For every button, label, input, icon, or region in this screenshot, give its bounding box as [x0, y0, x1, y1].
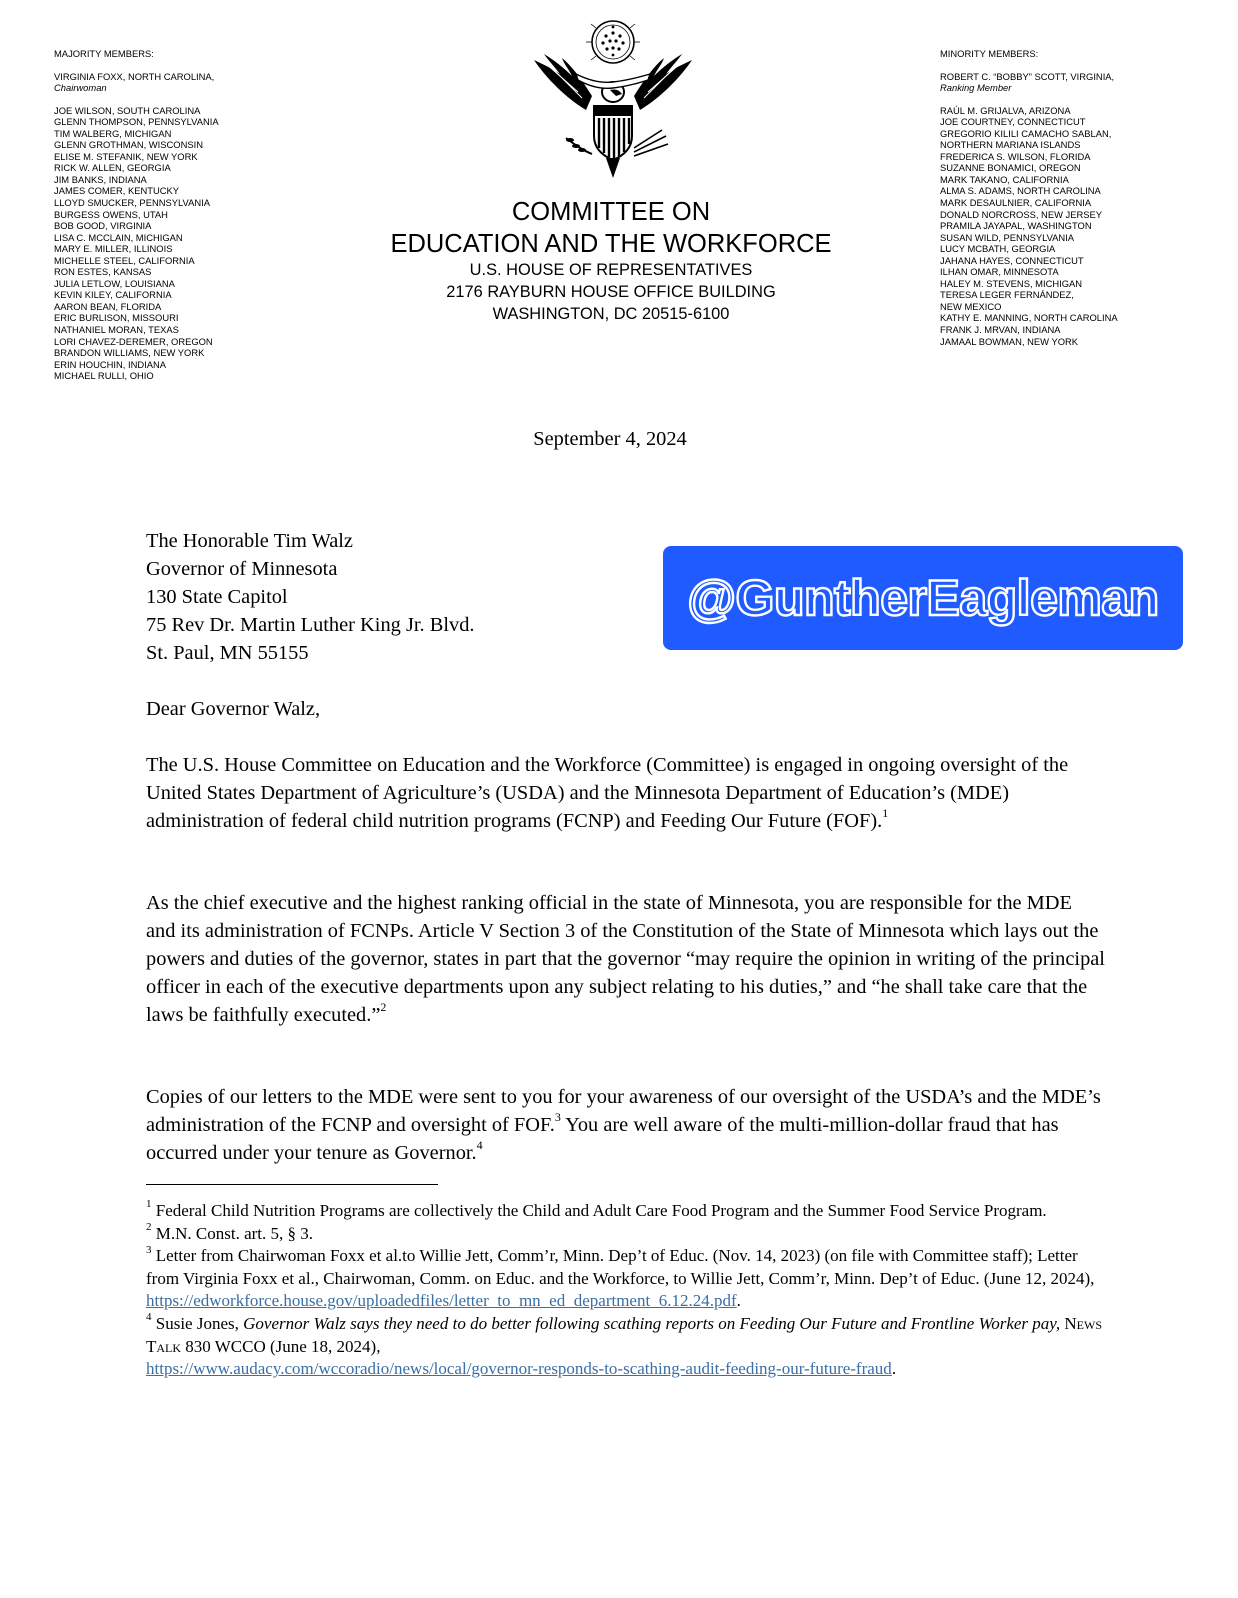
- footnote-text: Letter from Chairwoman Foxx et al.to Willie Jett, Comm’r, Minn. Dep’t of Educ. (Nov. 14, 2023) (on file with Committee staff); Letter from Virginia Foxx et al., Chairwoman, Comm. on Educ. and the Workforce, to Willie Jett, Comm’r, Minn. Dep’t of Educ. (June 12, 2024),: [146, 1246, 1095, 1288]
- member-name: PRAMILA JAYAPAL, WASHINGTON: [940, 220, 1092, 232]
- member-name: FRANK J. MRVAN, INDIANA: [940, 324, 1061, 336]
- footnote-text: Susie Jones,: [151, 1313, 244, 1333]
- paragraph-text: The U.S. House Committee on Education and the Workforce (Committee) is engaged in ongoing oversight of the United States Department of Agriculture’s (USDA) and the Minnesota Department of Education’s (MDE) administration of federal child nutrition programs (FCNP) and Feeding Our Future (FOF).: [146, 754, 1069, 832]
- member-name: ERIC BURLISON, MISSOURI: [54, 312, 179, 324]
- footnote-4: [146, 1313, 1106, 1381]
- member-name: JAHANA HAYES, CONNECTICUT: [940, 254, 1084, 266]
- address-line: Governor of Minnesota: [146, 557, 338, 580]
- footnote-link[interactable]: https://edworkforce.house.gov/uploadedfiles/letter_to_mn_ed_department_6.12.24.pdf: [146, 1291, 737, 1311]
- member-name: BURGESS OWENS, UTAH: [54, 208, 168, 220]
- paragraph-text: As the chief executive and the highest ranking official in the state of Minnesota, you are responsible for the MDE and its administration of FCNPs. Article V Section 3 of the Constitution of the State of Minnesota which lays out the powers and duties of the governor, states in part that the governor “may require the opinion in writing of the principal officer in each of the executive departments upon any subject relating to his duties,” and “he shall take care that the laws be faithfully executed.”: [146, 892, 1105, 1026]
- footnote-3: [146, 1245, 1106, 1313]
- member-name: KEVIN KILEY, CALIFORNIA: [54, 289, 172, 301]
- member-name: JAMAAL BOWMAN, NEW YORK: [940, 335, 1079, 347]
- footnote-text: M.N. Const. art. 5, § 3.: [151, 1223, 313, 1243]
- committee-title-line2: EDUCATION AND THE WORKFORCE: [390, 230, 832, 258]
- salutation: Dear Governor Walz,: [146, 698, 321, 720]
- address-line: The Honorable Tim Walz: [146, 530, 353, 552]
- office-building: 2176 RAYBURN HOUSE OFFICE BUILDING: [446, 282, 776, 301]
- member-name: JOE COURTNEY, CONNECTICUT: [940, 116, 1086, 128]
- member-name: LISA C. MCCLAIN, MICHIGAN: [54, 231, 183, 243]
- member-name: GREGORIO KILILI CAMACHO SABLAN,: [940, 127, 1112, 139]
- member-name: DONALD NORCROSS, NEW JERSEY: [940, 208, 1103, 220]
- footnote-number: 4: [146, 1311, 152, 1324]
- social-handle-watermark: [663, 546, 1183, 650]
- great-seal-eagle-icon: [526, 18, 700, 180]
- address-line: St. Paul, MN 55155: [146, 641, 309, 664]
- member-name: ERIN HOUCHIN, INDIANA: [54, 358, 166, 370]
- letter-date: September 4, 2024: [533, 428, 687, 450]
- member-name: JIM BANKS, INDIANA: [54, 173, 147, 185]
- member-name: MARK TAKANO, CALIFORNIA: [940, 173, 1069, 185]
- member-name: ILHAN OMAR, MINNESOTA: [940, 266, 1059, 278]
- member-name: GLENN GROTHMAN, WISCONSIN: [54, 139, 203, 151]
- minority-heading: MINORITY MEMBERS:: [940, 48, 1039, 59]
- article-title: Governor Walz says they need to do better following scathing reports on Feeding Our Future and Frontline Worker pay,: [243, 1313, 1061, 1333]
- member-name: JULIA LETLOW, LOUISIANA: [54, 277, 175, 289]
- member-name: RAÚL M. GRIJALVA, ARIZONA: [940, 104, 1071, 116]
- member-name: ELISE M. STEFANIK, NEW YORK: [54, 150, 198, 162]
- footnote-number: 1: [146, 1198, 152, 1211]
- chair-role: Chairwoman: [54, 82, 107, 94]
- member-name: GLENN THOMPSON, PENNSYLVANIA: [54, 116, 219, 128]
- member-name: HALEY M. STEVENS, MICHIGAN: [940, 277, 1083, 289]
- member-name: NEW MEXICO: [940, 300, 1002, 312]
- member-name: TERESA LEGER FERNÁNDEZ,: [940, 289, 1074, 301]
- footnote-ref: 1: [882, 806, 889, 821]
- member-name: BOB GOOD, VIRGINIA: [54, 220, 152, 232]
- footnote-divider: [146, 1184, 438, 1185]
- paragraph-1: [146, 752, 1106, 836]
- house-name: U.S. HOUSE OF REPRESENTATIVES: [469, 261, 753, 279]
- letterhead: [330, 196, 892, 325]
- member-name: NATHANIEL MORAN, TEXAS: [54, 324, 179, 336]
- member-name: JAMES COMER, KENTUCKY: [54, 185, 180, 197]
- member-name: MICHELLE STEEL, CALIFORNIA: [54, 254, 195, 266]
- recipient-address: [146, 528, 475, 668]
- address-line: 75 Rev Dr. Martin Luther King Jr. Blvd.: [146, 613, 475, 636]
- minority-member-names: [940, 105, 1118, 347]
- majority-members-list: [54, 48, 219, 382]
- member-name: MARY E. MILLER, ILLINOIS: [54, 243, 173, 255]
- majority-member-names: [54, 105, 219, 382]
- member-name: LLOYD SMUCKER, PENNSYLVANIA: [54, 197, 210, 209]
- member-name: SUSAN WILD, PENNSYLVANIA: [940, 231, 1075, 243]
- footnote-period: .: [891, 1359, 897, 1379]
- paragraph-3: [146, 1084, 1106, 1168]
- member-name: MICHAEL RULLI, OHIO: [54, 370, 154, 382]
- footnote-link[interactable]: https://www.audacy.com/wccoradio/news/local/governor-responds-to-scathing-audit-feeding-our-future-fraud: [146, 1359, 892, 1379]
- paragraph-text: Copies of our letters to the MDE were sent to you for your awareness of our oversight of the USDA’s and the MDE’s administration of the FCNP and oversight of FOF.: [146, 1086, 1101, 1136]
- footnote-number: 2: [146, 1220, 152, 1233]
- footnotes: [146, 1200, 1106, 1381]
- footnote-period: .: [736, 1291, 741, 1311]
- footnote-2: [146, 1220, 1106, 1246]
- member-name: FREDERICA S. WILSON, FLORIDA: [940, 150, 1091, 162]
- footnote-ref: 3: [554, 1110, 561, 1125]
- member-name: TIM WALBERG, MICHIGAN: [54, 127, 172, 139]
- watermark-text: @GuntherEagleman: [687, 570, 1159, 626]
- majority-heading: MAJORITY MEMBERS:: [54, 48, 154, 59]
- member-name: AARON BEAN, FLORIDA: [54, 300, 162, 312]
- member-name: ALMA S. ADAMS, NORTH CAROLINA: [940, 185, 1101, 197]
- footnote-text: 830 WCCO (June 18, 2024),: [181, 1336, 381, 1356]
- footnote-1: [146, 1200, 1106, 1223]
- member-name: KATHY E. MANNING, NORTH CAROLINA: [940, 312, 1118, 324]
- member-name: LUCY MCBATH, GEORGIA: [940, 243, 1056, 255]
- footnote-number: 3: [146, 1243, 152, 1256]
- member-name: SUZANNE BONAMICI, OREGON: [940, 162, 1081, 174]
- footnote-ref: 4: [476, 1138, 483, 1153]
- member-name: BRANDON WILLIAMS, NEW YORK: [54, 347, 205, 359]
- member-name: JOE WILSON, SOUTH CAROLINA: [54, 104, 201, 116]
- chair-name: VIRGINIA FOXX, NORTH CAROLINA,: [54, 70, 215, 82]
- footnote-ref: 2: [380, 999, 387, 1014]
- member-name: RON ESTES, KANSAS: [54, 266, 152, 278]
- city-zip: WASHINGTON, DC 20515-6100: [492, 304, 730, 323]
- committee-title-line1: COMMITTEE ON: [511, 198, 711, 226]
- paragraph-text: You are well aware of the multi-million-dollar fraud that has occurred under your tenure as Governor.: [146, 1113, 1059, 1164]
- source-name: News Talk: [146, 1313, 1102, 1356]
- member-name: RICK W. ALLEN, GEORGIA: [54, 162, 171, 174]
- member-name: LORI CHAVEZ-DEREMER, OREGON: [54, 335, 213, 347]
- ranking-member-role: Ranking Member: [940, 82, 1012, 94]
- member-name: NORTHERN MARIANA ISLANDS: [940, 139, 1081, 151]
- ranking-member-name: ROBERT C. “BOBBY” SCOTT, VIRGINIA,: [940, 70, 1115, 82]
- minority-members-list: [940, 48, 1118, 347]
- paragraph-2: [146, 890, 1106, 1030]
- member-name: MARK DESAULNIER, CALIFORNIA: [940, 197, 1092, 209]
- footnote-text: Federal Child Nutrition Programs are collectively the Child and Adult Care Food Program and the Summer Food Service Program.: [151, 1201, 1047, 1220]
- address-line: 130 State Capitol: [146, 585, 288, 608]
